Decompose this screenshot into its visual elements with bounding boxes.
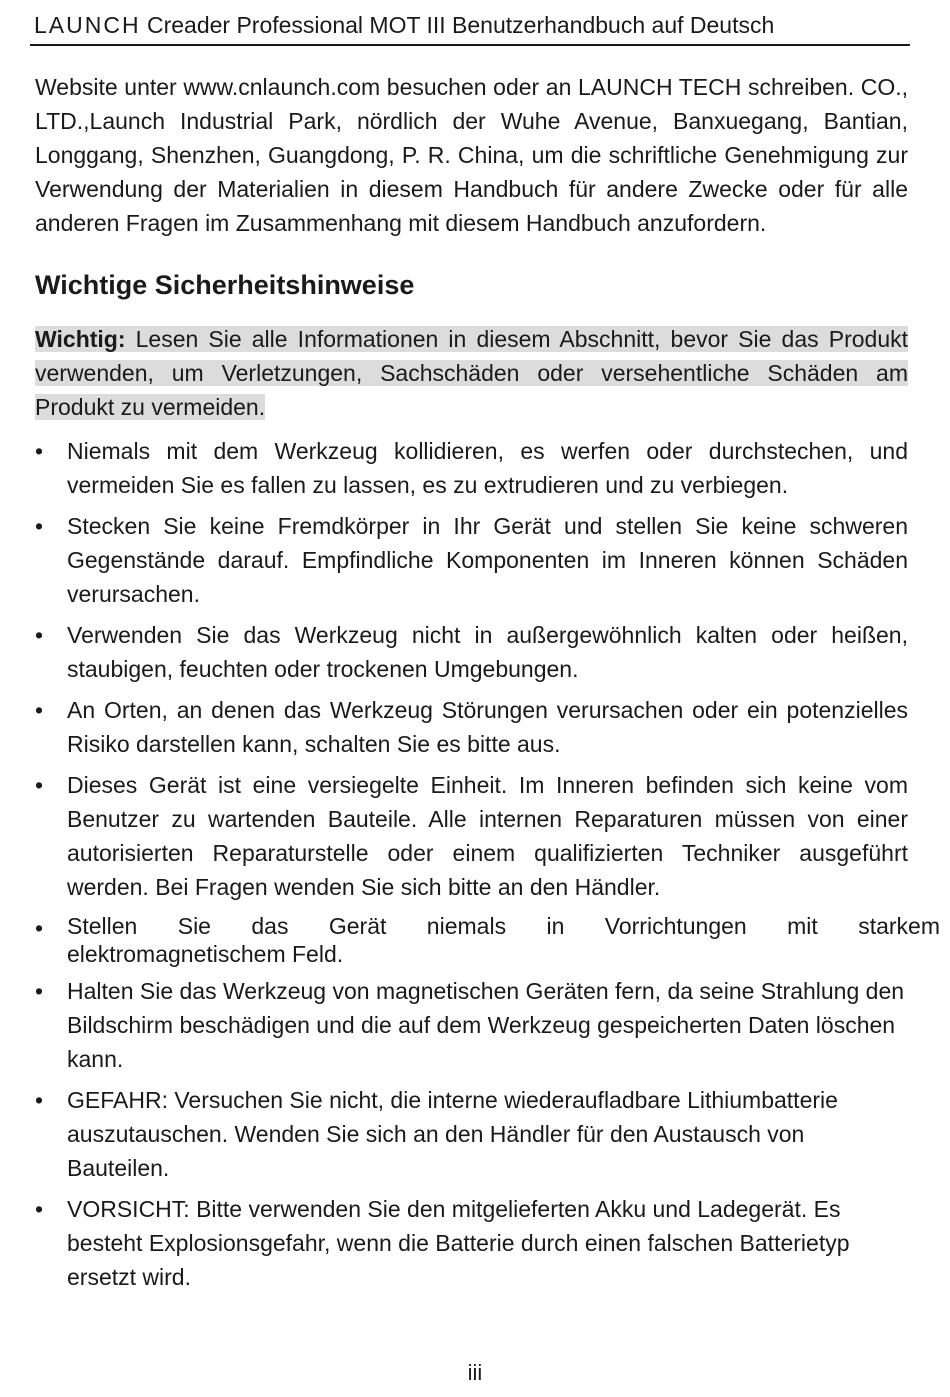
list-item-text: Niemals mit dem Werkzeug kollidieren, es werfen oder durchstechen, und vermeiden Sie es fallen zu lassen, es zu extrudieren und zu verbiegen. [67, 438, 908, 498]
header-title: Creader Professional MOT III Benutzerhandbuch auf Deutsch [146, 12, 775, 38]
page-content [35, 70, 940, 1301]
bullet-icon: • [35, 772, 44, 798]
list-item-text: Halten Sie das Werkzeug von magnetischen Geräten fern, da seine Strahlung den Bildschirm beschädigen und die auf dem Werkzeug gespeicherten Daten löschen kann. [67, 978, 905, 1072]
list-item [35, 693, 908, 761]
bullet-icon: • [35, 978, 44, 1004]
list-item-text: Verwenden Sie das Werkzeug nicht in außergewöhnlich kalten oder heißen, staubigen, feuchten oder trockenen Umgebungen. [67, 622, 908, 682]
list-item [35, 911, 940, 967]
header-brand: LAUNCH [34, 12, 141, 38]
list-item-text: GEFAHR: Versuchen Sie nicht, die interne wiederaufladbare Lithiumbatterie auszutauschen. Wenden Sie sich an den Händler für den Austausch von Bauteilen. [67, 1087, 838, 1181]
list-item [35, 434, 908, 502]
list-item-text: Stellen Sie das Gerät niemals in Vorrichtungen mit starkem [67, 913, 940, 939]
section-title: Wichtige Sicherheitshinweise [35, 270, 415, 300]
page-number: iii [467, 1360, 483, 1385]
bullet-icon: • [35, 622, 44, 648]
list-item [35, 1083, 908, 1185]
list-item-text-continued: elektromagnetischem Feld. [67, 941, 344, 967]
bullet-icon: • [35, 438, 44, 464]
list-item [35, 618, 908, 686]
important-notice [35, 322, 908, 424]
safety-list [35, 434, 940, 1294]
list-item-text: An Orten, an denen das Werkzeug Störungen verursachen oder ein potenzielles Risiko darstellen kann, schalten Sie es bitte aus. [67, 697, 908, 757]
intro-paragraph: Website unter www.cnlaunch.com besuchen oder an LAUNCH TECH schreiben. CO., LTD.,Launch Industrial Park, nördlich der Wuhe Avenue, Banxuegang, Bantian, Longgang, Shenzhen, Guangdong, P. R. China, um die schriftliche Genehmigung zur Verwendung der Materialien in diesem Handbuch für andere Zwecke oder für alle anderen Fragen im Zusammenhang mit diesem Handbuch anzufordern. [35, 74, 908, 236]
list-item-text: Dieses Gerät ist eine versiegelte Einheit. Im Inneren befinden sich keine vom Benutzer zu wartenden Bauteile. Alle internen Reparaturen müssen von einer autorisierten Reparaturstelle oder einem qualifizierten Techniker ausgeführt werden. Bei Fragen wenden Sie sich bitte an den Händler. [67, 772, 908, 900]
list-item [35, 509, 908, 611]
list-item-text: Stecken Sie keine Fremdkörper in Ihr Gerät und stellen Sie keine schweren Gegenstände darauf. Empfindliche Komponenten im Inneren können Schäden verursachen. [67, 513, 908, 607]
bullet-icon: • [35, 915, 44, 941]
important-highlight [35, 326, 908, 420]
bullet-icon: • [35, 1087, 44, 1113]
bullet-icon: • [35, 697, 44, 723]
important-text: Lesen Sie alle Informationen in diesem Abschnitt, bevor Sie das Produkt verwenden, um Verletzungen, Sachschäden oder versehentliche Schäden am Produkt zu vermeiden. [35, 326, 909, 420]
list-item [35, 768, 908, 904]
list-item-text: VORSICHT: Bitte verwenden Sie den mitgelieferten Akku und Ladegerät. Es besteht Explosionsgefahr, wenn die Batterie durch einen falschen Batterietyp ersetzt wird. [67, 1196, 850, 1290]
list-item [35, 1192, 908, 1294]
running-header [30, 8, 910, 46]
bullet-icon: • [35, 513, 44, 539]
list-item [35, 974, 908, 1076]
important-label: Wichtig: [35, 326, 126, 352]
bullet-icon: • [35, 1196, 44, 1222]
